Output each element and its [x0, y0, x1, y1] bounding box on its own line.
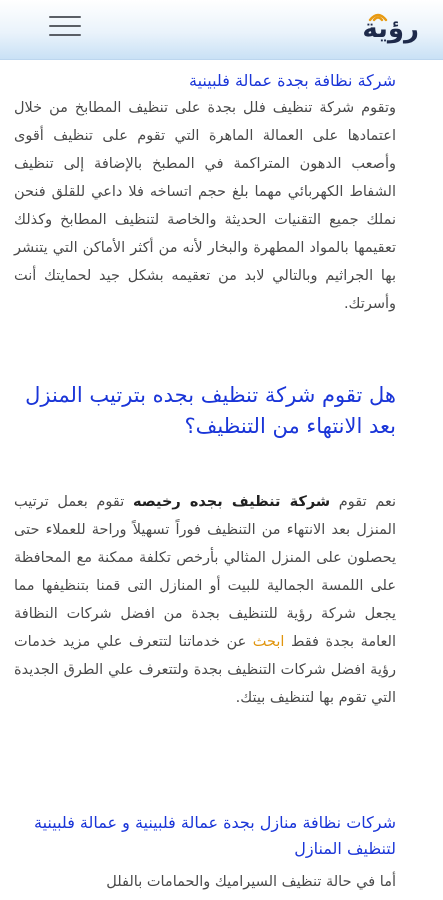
app-header — [0, 0, 443, 60]
menu-line — [49, 34, 81, 36]
section1-paragraph: وتقوم شركة تنظيف فلل بجدة على تنظيف المطابخ من خلال اعتمادها على العمالة الماهرة التي تقوم على تنظيف أقوى وأصعب الدهون المتراكمة في المطبخ بالإضافة إلى تنظيف الشفاط الكهربائي مهما بلغ حجم اتساخه فلا داعي للقلق فنحن نملك جميع التقنيات الحديثة والخاصة لتنظيف المطابخ وكذلك تعقيمها بالمواد المطهرة والبخار لأنه من أكثر الأماكن التي يتنشر بها الجراثيم وبالتالي لابد من تعقيمه بشكل جيد لحمايتك أنت وأسرتك. — [14, 100, 396, 312]
section-title-home-cleaning[interactable]: شركات نظافة منازل بجدة عمالة فلبينية و عمالة فلبينية لتنظيف المنازل — [34, 813, 396, 858]
para2-bold-keyword: شركة تنظيف بجده رخيصه — [132, 494, 331, 510]
section2-paragraph — [14, 488, 396, 712]
section-title-philippine-labor[interactable]: شركة نظافة بجدة عمالة فلبينية — [189, 71, 396, 90]
section3-paragraph: أما في حالة تنظيف السيراميك والحمامات بالفلل — [106, 874, 396, 890]
para2-end: عن خدماتنا لتتعرف علي مزيد خدمات رؤية افضل شركات التنظيف بجدة ولتتعرف علي الطرق الجديدة التي تقوم بها لتنظيف بيتك. — [14, 634, 396, 706]
hamburger-menu-icon[interactable] — [46, 12, 84, 40]
question-heading: هل تقوم شركة تنظيف بجده بترتيب المنزل بعد الانتهاء من التنظيف؟ — [25, 383, 396, 438]
para2-body: تقوم بعمل ترتيب المنزل بعد الانتهاء من التنظيف فوراً تسهيلاً وراحة للعملاء حتى يحصلون على المنزل المثالي بأرخص تكلفة ممكنة مع المحافظة على اللمسة الجمالية للبيت أو المنازل التى قمنا بتنظيفها مما يجعل شركة رؤية للتنظيف بجدة من افضل شركات النظافة العامة بجدة فقط — [14, 494, 396, 650]
logo-text: رؤية — [362, 14, 419, 44]
menu-line — [49, 16, 81, 18]
site-logo[interactable] — [329, 12, 419, 46]
logo-signal-icon — [367, 8, 389, 22]
para2-intro: نعم تقوم — [330, 494, 396, 510]
menu-line — [49, 25, 81, 27]
article-content — [0, 60, 443, 900]
search-link[interactable]: ابحث — [252, 634, 285, 650]
